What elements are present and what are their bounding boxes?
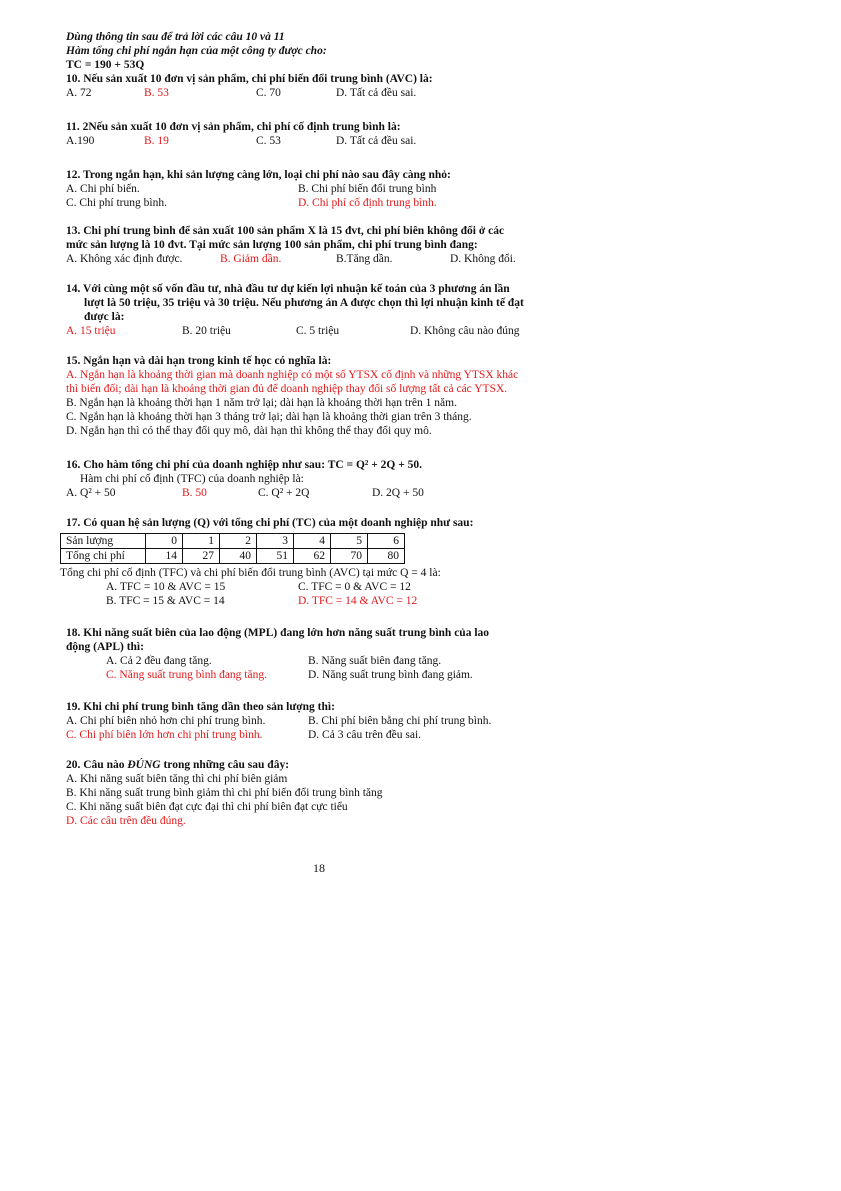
q19-option-c: C. Chi phí biên lớn hơn chi phí trung bình. <box>66 729 263 741</box>
q19-option-b: B. Chi phí biên bằng chi phí trung bình. <box>308 715 492 727</box>
q13-option-c: B.Tăng dần. <box>336 253 393 265</box>
table-cell: 5 <box>331 534 368 549</box>
q12-option-b: B. Chi phí biến đổi trung bình <box>298 183 437 195</box>
q20-stem <box>66 758 289 772</box>
q18-option-a: A. Cả 2 đều đang tăng. <box>106 655 212 667</box>
q14-stem-2: lượt là 50 triệu, 35 triệu và 30 triệu. Nếu phương án A được chọn thì lợi nhuận kinh tế đạt <box>84 297 524 309</box>
table-cell: 3 <box>257 534 294 549</box>
table-cell: 4 <box>294 534 331 549</box>
q15-option-b: B. Ngắn hạn là khoảng thời hạn 1 năm trở lại; dài hạn là khoảng thời hạn trên 1 năm. <box>66 397 457 409</box>
q11-option-b: B. 19 <box>144 135 169 147</box>
page-number: 18 <box>313 861 325 875</box>
table-row-label: Sản lượng <box>61 534 146 549</box>
q14-option-a: A. 15 triệu <box>66 325 116 337</box>
intro-formula: TC = 190 + 53Q <box>66 59 145 71</box>
q20-option-d: D. Các câu trên đều đúng. <box>66 815 186 827</box>
q14-option-c: C. 5 triệu <box>296 325 340 337</box>
table-cell: 6 <box>368 534 405 549</box>
q19-stem: 19. Khi chi phí trung bình tăng dần theo sản lượng thì: <box>66 701 335 713</box>
intro-line-2: Hàm tổng chi phí ngắn hạn của một công ty được cho: <box>66 45 327 57</box>
q20-option-c: C. Khi năng suất biên đạt cực đại thì chi phí biên đạt cực tiểu <box>66 801 348 813</box>
q16-sub: Hàm chi phí cố định (TFC) của doanh nghiệp là: <box>80 473 304 485</box>
q14-option-b: B. 20 triệu <box>182 325 231 337</box>
table-cell: 70 <box>331 549 368 564</box>
q12-option-c: C. Chi phí trung bình. <box>66 197 167 209</box>
q14-stem-3: được là: <box>84 311 125 323</box>
table-cell: 40 <box>220 549 257 564</box>
intro-line-1: Dùng thông tin sau để trả lời các câu 10 và 11 <box>66 31 285 43</box>
q16-option-b: B. 50 <box>182 487 207 499</box>
q17-option-a: A. TFC = 10 & AVC = 15 <box>106 581 226 593</box>
q15-option-d: D. Ngắn hạn thì có thể thay đổi quy mô, dài hạn thì không thể thay đổi quy mô. <box>66 425 432 437</box>
q19-option-a: A. Chi phí biên nhỏ hơn chi phí trung bình. <box>66 715 266 727</box>
q11-option-d: D. Tất cả đều sai. <box>336 135 417 147</box>
q10-option-a: A. 72 <box>66 87 92 99</box>
q10-option-c: C. 70 <box>256 87 281 99</box>
q11-option-c: C. 53 <box>256 135 281 147</box>
q20-stem-pre: 20. Câu nào <box>66 759 128 771</box>
q18-stem-2: động (APL) thì: <box>66 641 144 653</box>
table-cell: 14 <box>146 549 183 564</box>
q10-option-b: B. 53 <box>144 87 169 99</box>
q15-option-a-1: A. Ngắn hạn là khoảng thời gian mà doanh nghiệp có một số YTSX cố định và những YTSX khác <box>66 369 519 381</box>
q20-stem-post: trong những câu sau đây: <box>160 759 290 771</box>
q10-stem: 10. Nếu sản xuất 10 đơn vị sản phẩm, chi phí biến đổi trung bình (AVC) là: <box>66 73 433 85</box>
table-cell: 62 <box>294 549 331 564</box>
q13-option-a: A. Không xác định được. <box>66 253 183 265</box>
q17-option-d: D. TFC = 14 & AVC = 12 <box>298 595 418 607</box>
table-cell: 80 <box>368 549 405 564</box>
q19-option-d: D. Cả 3 câu trên đều sai. <box>308 729 422 741</box>
table-cell: 2 <box>220 534 257 549</box>
q15-stem: 15. Ngắn hạn và dài hạn trong kinh tế học có nghĩa là: <box>66 355 332 367</box>
q16-option-c: C. Q² + 2Q <box>258 487 310 499</box>
q20-option-b: B. Khi năng suất trung bình giảm thì chi phí biến đổi trung bình tăng <box>66 787 383 799</box>
table-row <box>61 549 405 564</box>
table-cell: 51 <box>257 549 294 564</box>
table-row <box>61 534 405 549</box>
q14-stem-1: 14. Với cùng một số vốn đầu tư, nhà đầu tư dự kiến lợi nhuận kế toán của 3 phương án lần <box>66 283 510 295</box>
q18-option-c: C. Năng suất trung bình đang tăng. <box>106 669 267 681</box>
q20-option-a: A. Khi năng suất biên tăng thì chi phí biên giảm <box>66 773 288 785</box>
q12-option-d: D. Chi phí cố định trung bình. <box>298 197 437 209</box>
table-cell: 27 <box>183 549 220 564</box>
q20-stem-emphasis: ĐÚNG <box>127 759 161 771</box>
q16-option-d: D. 2Q + 50 <box>372 487 424 499</box>
q12-option-a: A. Chi phí biến. <box>66 183 140 195</box>
table-cell: 0 <box>146 534 183 549</box>
q11-option-a: A.190 <box>66 135 95 147</box>
q12-stem: 12. Trong ngắn hạn, khi sản lượng càng lớn, loại chi phí nào sau đây càng nhỏ: <box>66 169 451 181</box>
q15-option-a-2: thì biến đổi; dài hạn là khoảng thời gian đủ để doanh nghiệp thay đổi số lượng tất cả các YTSX. <box>66 383 508 395</box>
q18-stem-1: 18. Khi năng suất biên của lao động (MPL) đang lớn hơn năng suất trung bình của lao <box>66 627 490 639</box>
q17-stem: 17. Có quan hệ sản lượng (Q) với tổng chi phí (TC) của một doanh nghiệp như sau: <box>66 517 474 529</box>
q13-option-d: D. Không đổi. <box>450 253 516 265</box>
q16-stem: 16. Cho hàm tổng chi phí của doanh nghiệp như sau: TC = Q² + 2Q + 50. <box>66 459 423 471</box>
table-cell: 1 <box>183 534 220 549</box>
q18-option-b: B. Năng suất biên đang tăng. <box>308 655 442 667</box>
table-row-label: Tổng chi phí <box>61 549 146 564</box>
q14-option-d: D. Không câu nào đúng <box>410 325 520 337</box>
q17-option-c: C. TFC = 0 & AVC = 12 <box>298 581 411 593</box>
q18-option-d: D. Năng suất trung bình đang giảm. <box>308 669 473 681</box>
q17-option-b: B. TFC = 15 & AVC = 14 <box>106 595 225 607</box>
q15-option-c: C. Ngắn hạn là khoảng thời hạn 3 tháng trở lại; dài hạn là khoảng thời gian trên 3 tháng. <box>66 411 472 423</box>
q13-option-b: B. Giảm dần. <box>220 253 282 265</box>
q16-option-a: A. Q² + 50 <box>66 487 116 499</box>
q17-table <box>60 533 405 564</box>
q11-stem: 11. 2Nếu sản xuất 10 đơn vị sản phẩm, chi phí cố định trung bình là: <box>66 121 401 133</box>
q17-sub: Tổng chi phí cố định (TFC) và chi phí biến đổi trung bình (AVC) tại mức Q = 4 là: <box>60 567 441 579</box>
q10-option-d: D. Tất cả đều sai. <box>336 87 417 99</box>
q13-stem-1: 13. Chi phí trung bình để sản xuất 100 sản phẩm X là 15 đvt, chi phí biên không đổi ở các <box>66 225 505 237</box>
q13-stem-2: mức sản lượng là 10 đvt. Tại mức sản lượng 100 sản phẩm, chi phí trung bình đang: <box>66 239 478 251</box>
